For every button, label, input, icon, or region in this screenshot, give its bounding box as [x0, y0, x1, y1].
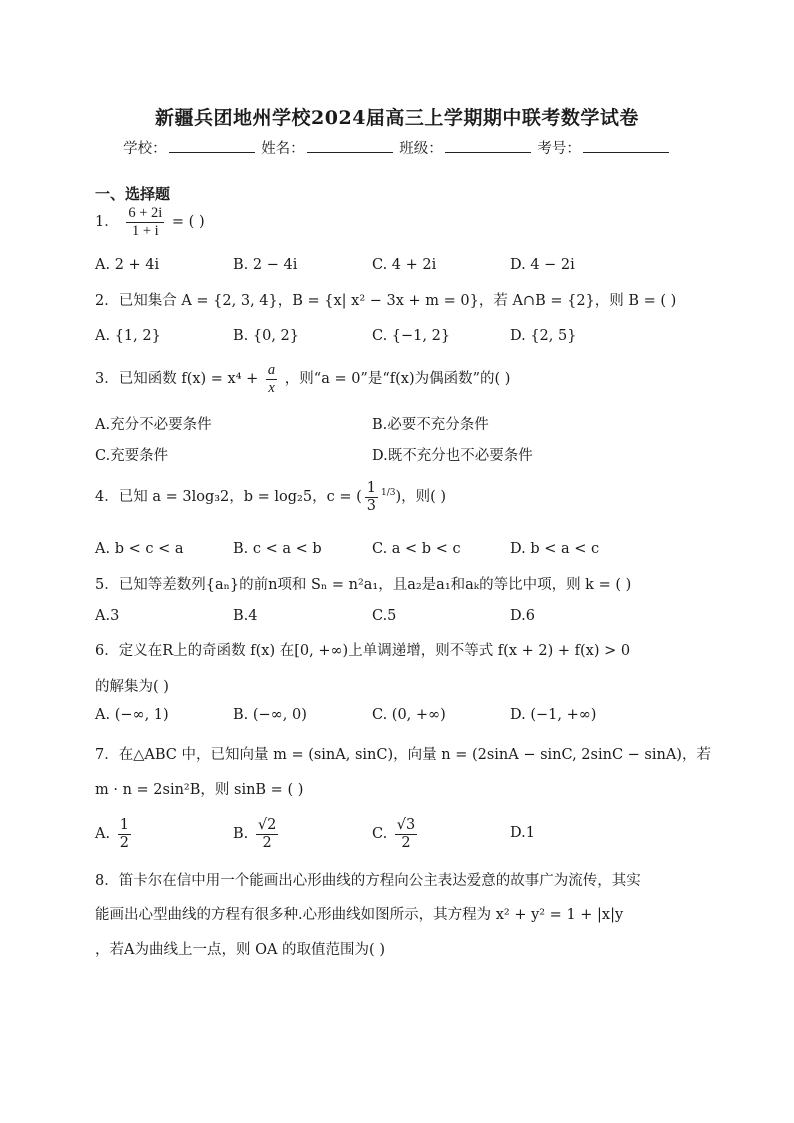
question-4-exponent: 1/3	[380, 488, 396, 499]
question-8-line-1: 8．笛卡尔在信中用一个能画出心形曲线的方程向公主表达爱意的故事广为流传，其实	[95, 873, 641, 889]
q3-option-b[interactable]: B.必要不充分条件	[372, 417, 489, 433]
question-3	[95, 362, 510, 396]
question-4-denominator: 3	[366, 497, 376, 514]
q1-option-d[interactable]: D. 4 − 2i	[510, 257, 575, 273]
school-blank[interactable]	[169, 138, 255, 153]
q7-option-b-numerator: √2	[257, 817, 277, 833]
q5-option-a[interactable]: A.3	[95, 608, 120, 624]
q7-option-b[interactable]	[233, 817, 281, 851]
student-info-line	[0, 137, 794, 158]
exam-title: 新疆兵团地州学校2024届高三上学期期中联考数学试卷	[155, 107, 639, 129]
exam-number-label: 考号：	[537, 141, 581, 157]
q7-option-a-label: A.	[95, 826, 111, 843]
question-3-denominator: x	[268, 379, 275, 396]
q7-option-c-fraction	[395, 817, 417, 851]
q4-option-c[interactable]: C. a < b < c	[372, 541, 461, 557]
q4-option-b[interactable]: B. c < a < b	[233, 541, 322, 557]
question-3-pre: 3．已知函数 f(x) = x⁴ +	[95, 371, 259, 388]
q7-option-a[interactable]	[95, 817, 134, 851]
question-4-pre: 4．已知 a = 3log₃2，b = log₂5，c = (	[95, 489, 362, 506]
q7-option-a-numerator: 1	[119, 817, 129, 833]
question-5: 5．已知等差数列{aₙ}的前n项和 Sₙ = n²a₁，且a₂是a₁和aₖ的等比中项，则 k = ( )	[95, 577, 632, 593]
q3-option-d[interactable]: D.既不充分也不必要条件	[372, 448, 533, 464]
q6-option-c[interactable]: C. (0, +∞)	[372, 707, 446, 723]
question-3-numerator: a	[267, 362, 276, 378]
q7-option-b-fraction	[256, 817, 278, 851]
question-1-number: 1．	[95, 214, 119, 231]
question-1	[95, 205, 205, 239]
q7-option-c[interactable]	[372, 817, 420, 851]
question-6-line-2: 的解集为( )	[95, 679, 169, 695]
q2-option-b[interactable]: B. {0, 2}	[233, 328, 299, 344]
school-label: 学校：	[123, 141, 167, 157]
q5-option-d[interactable]: D.6	[510, 608, 535, 624]
question-8-line-3: ，若A为曲线上一点，则 OA 的取值范围为( )	[95, 942, 385, 958]
question-1-tail: = ( )	[171, 214, 205, 231]
q7-option-c-label: C.	[372, 826, 388, 843]
exam-number-blank[interactable]	[583, 138, 669, 153]
question-1-fraction	[126, 205, 164, 239]
q5-option-b[interactable]: B.4	[233, 608, 258, 624]
q7-option-b-denominator: 2	[262, 834, 272, 851]
question-1-numerator: 6 + 2i	[128, 205, 163, 221]
question-3-post: ，则“a = 0”是“f(x)为偶函数”的( )	[284, 371, 511, 388]
q1-option-a[interactable]: A. 2 + 4i	[95, 257, 160, 273]
q7-option-d[interactable]: D.1	[510, 825, 535, 841]
question-7-line-1: 7．在△ABC 中，已知向量 m = (sinA, sinC)，向量 n = (2sinA − sinC, 2sinC − sinA)，若	[95, 747, 711, 763]
name-label: 姓名：	[261, 141, 305, 157]
q6-option-d[interactable]: D. (−1, +∞)	[510, 707, 597, 723]
question-8-line-2: 能画出心型曲线的方程有很多种.心形曲线如图所示，其方程为 x² + y² = 1 + |x|y	[95, 907, 624, 923]
question-4-fraction	[365, 480, 378, 514]
question-4	[95, 480, 446, 514]
q3-option-a[interactable]: A.充分不必要条件	[95, 417, 212, 433]
q4-option-d[interactable]: D. b < a < c	[510, 541, 600, 557]
question-4-post: )，则( )	[395, 489, 447, 506]
q2-option-a[interactable]: A. {1, 2}	[95, 328, 161, 344]
q2-option-d[interactable]: D. {2, 5}	[510, 328, 577, 344]
q7-option-b-label: B.	[233, 826, 249, 843]
q7-option-c-denominator: 2	[401, 834, 411, 851]
question-3-fraction	[266, 362, 277, 396]
section-heading: 一、选择题	[95, 185, 171, 203]
question-4-numerator: 1	[366, 480, 376, 496]
q1-option-c[interactable]: C. 4 + 2i	[372, 257, 437, 273]
q4-option-a[interactable]: A. b < c < a	[95, 541, 184, 557]
q7-option-a-fraction	[118, 817, 131, 851]
name-blank[interactable]	[307, 138, 393, 153]
q5-option-c[interactable]: C.5	[372, 608, 397, 624]
q7-option-c-numerator: √3	[396, 817, 416, 833]
class-label: 班级：	[399, 141, 443, 157]
question-2: 2．已知集合 A = {2, 3, 4}，B = {x| x² − 3x + m = 0}，若 A∩B = {2}，则 B = ( )	[95, 293, 677, 309]
question-1-denominator: 1 + i	[131, 222, 159, 239]
question-6-line-1: 6．定义在R上的奇函数 f(x) 在[0, +∞)上单调递增，则不等式 f(x + 2) + f(x) > 0	[95, 643, 631, 659]
q2-option-c[interactable]: C. {−1, 2}	[372, 328, 451, 344]
q6-option-a[interactable]: A. (−∞, 1)	[95, 707, 169, 723]
question-7-line-2: m · n = 2sin²B，则 sinB = ( )	[95, 782, 304, 798]
q3-option-c[interactable]: C.充要条件	[95, 448, 169, 464]
q7-option-a-denominator: 2	[119, 834, 129, 851]
q6-option-b[interactable]: B. (−∞, 0)	[233, 707, 307, 723]
q1-option-b[interactable]: B. 2 − 4i	[233, 257, 298, 273]
class-blank[interactable]	[445, 138, 531, 153]
